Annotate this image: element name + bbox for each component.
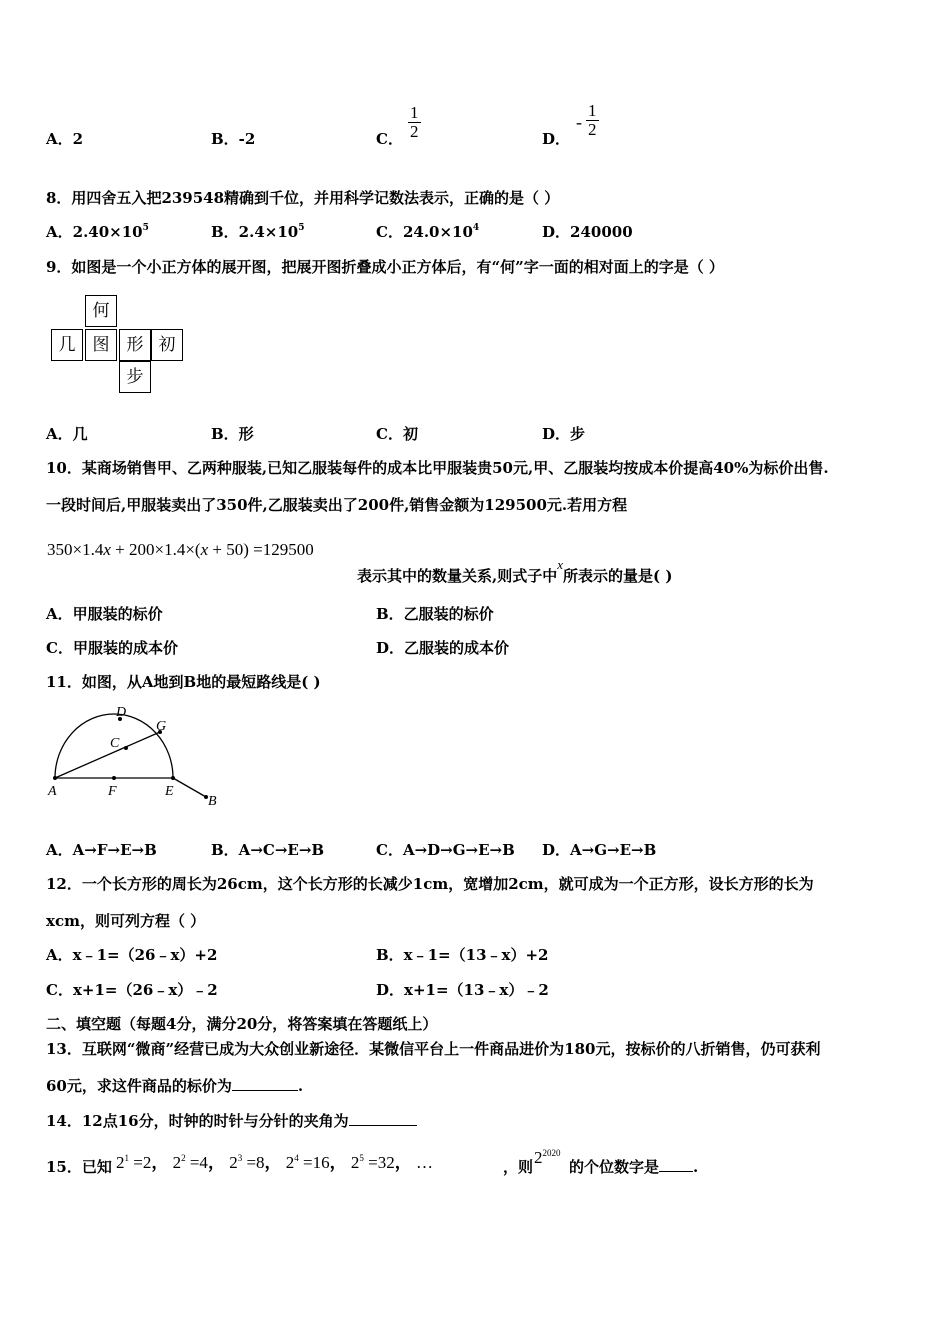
net-cell-bottom: 步 bbox=[119, 361, 151, 393]
q7-option-c-fraction: $\frac{1}{2}$ bbox=[410, 103, 419, 141]
q7-option-d: D． bbox=[542, 130, 571, 148]
q9-stem: 9．如图是一个小正方体的展开图，把展开图折叠成小正方体后，有“何”字一面的相对面上的字是（ ） bbox=[46, 258, 724, 276]
label-d: D bbox=[116, 705, 127, 720]
route-diagram bbox=[40, 700, 230, 812]
q9-option-c: C．初 bbox=[376, 425, 418, 443]
q12-option-d: D．x+1=（13﹣x）﹣2 bbox=[376, 981, 549, 999]
net-cell-center: 图 bbox=[85, 329, 117, 361]
q7-option-d-fraction: $\frac{1}{2}$ bbox=[588, 101, 597, 139]
q10-option-d: D．乙服装的成本价 bbox=[376, 639, 510, 657]
q7-option-a: A．2 bbox=[46, 130, 84, 148]
q10-line1: 10．某商场销售甲、乙两种服装,已知乙服装每件的成本比甲服装贵50元,甲、乙服装均按成本价提高40%为标价出售. bbox=[46, 459, 829, 477]
q12-option-b: B．x﹣1=（13﹣x）+2 bbox=[376, 946, 549, 964]
label-c: C bbox=[110, 736, 120, 751]
q11-option-a: A．A→F→E→B bbox=[46, 841, 157, 859]
q7-option-d-sign: - bbox=[576, 112, 582, 132]
q10-line2: 一段时间后,甲服装卖出了350件,乙服装卖出了200件,销售金额为129500元.若用方程 bbox=[46, 496, 628, 514]
q13-line2: 60元，求这件商品的标价为 . bbox=[46, 1077, 304, 1095]
net-cell-right2: 初 bbox=[151, 329, 183, 361]
q12-option-a: A．x﹣1=（26﹣x）+2 bbox=[46, 946, 218, 964]
q12-option-c: C．x+1=（26﹣x）﹣2 bbox=[46, 981, 218, 999]
q11-option-d: D．A→G→E→B bbox=[542, 841, 657, 859]
label-b: B bbox=[208, 794, 217, 809]
answer-blank bbox=[232, 1090, 298, 1091]
q8-option-a: A．$2.40\times 10^5$ bbox=[46, 223, 149, 241]
q11-stem: 11．如图，从A地到B地的最短路线是( ) bbox=[46, 673, 321, 691]
q11-option-c: C．A→D→G→E→B bbox=[376, 841, 515, 859]
q7-option-b: B．-2 bbox=[211, 130, 256, 148]
q15-power-2020: $2^{2020}$ bbox=[534, 1148, 561, 1167]
label-f: F bbox=[108, 784, 117, 799]
point-a bbox=[53, 776, 57, 780]
answer-blank bbox=[659, 1171, 693, 1172]
q10-option-a: A．甲服装的标价 bbox=[46, 605, 163, 623]
q15-powers: $2^1 =2$， $2^2 =4$， $2^3 =8$， $2^4 =16$， $2^5 =32$， … bbox=[116, 1153, 433, 1172]
q9-option-b: B．形 bbox=[211, 425, 254, 443]
q8-option-c: C．$24.0\times 10^4$ bbox=[376, 223, 480, 241]
q12-line2: xcm，则可列方程（ ） bbox=[46, 912, 206, 930]
q9-option-d: D．步 bbox=[542, 425, 586, 443]
label-e: E bbox=[165, 784, 174, 799]
q13-line1: 13．互联网“微商”经营已成为大众创业新途径．某微信平台上一件商品进价为180元，按标价的八折销售，仍可获利 bbox=[46, 1040, 821, 1058]
label-g: G bbox=[156, 719, 167, 734]
net-cell-left: 几 bbox=[51, 329, 83, 361]
net-cell-top: 何 bbox=[85, 295, 117, 327]
q14-stem: 14．12点16分，时钟的时针与分针的夹角为 bbox=[46, 1110, 417, 1131]
q15-then: ，则 bbox=[503, 1158, 534, 1176]
q10-tail: 表示其中的数量关系,则式子中x所表示的量是( ) bbox=[357, 557, 673, 585]
q9-option-a: A．几 bbox=[46, 425, 88, 443]
point-c bbox=[124, 746, 128, 750]
segment-ag bbox=[55, 732, 160, 778]
q7-option-c: C． bbox=[376, 130, 403, 148]
q12-line1: 12．一个长方形的周长为26cm，这个长方形的长减少1cm，宽增加2cm，就可成为一个正方形，设长方形的长为 bbox=[46, 875, 814, 893]
label-a: A bbox=[48, 784, 57, 799]
segment-eb bbox=[173, 778, 206, 797]
q10-equation: 350×1.4x + 200×1.4×(x + 50) =129500 bbox=[47, 540, 314, 559]
point-e bbox=[171, 776, 175, 780]
q8-option-b: B．$2.4\times 10^5$ bbox=[211, 223, 305, 241]
net-cell-right1: 形 bbox=[119, 329, 151, 361]
q8-option-d: D．240000 bbox=[542, 223, 633, 241]
answer-blank bbox=[349, 1125, 417, 1126]
section-heading: 二、填空题（每题4分，满分20分，将答案填在答题纸上） bbox=[46, 1015, 438, 1033]
q15-prefix: 15．已知 bbox=[46, 1158, 112, 1176]
point-f bbox=[112, 776, 116, 780]
q8-stem: 8．用四舍五入把239548精确到千位，并用科学记数法表示，正确的是（ ） bbox=[46, 189, 560, 207]
q15-suffix: 的个位数字是 . bbox=[569, 1158, 699, 1176]
q10-option-b: B．乙服装的标价 bbox=[376, 605, 494, 623]
q10-option-c: C．甲服装的成本价 bbox=[46, 639, 178, 657]
q11-option-b: B．A→C→E→B bbox=[211, 841, 325, 859]
